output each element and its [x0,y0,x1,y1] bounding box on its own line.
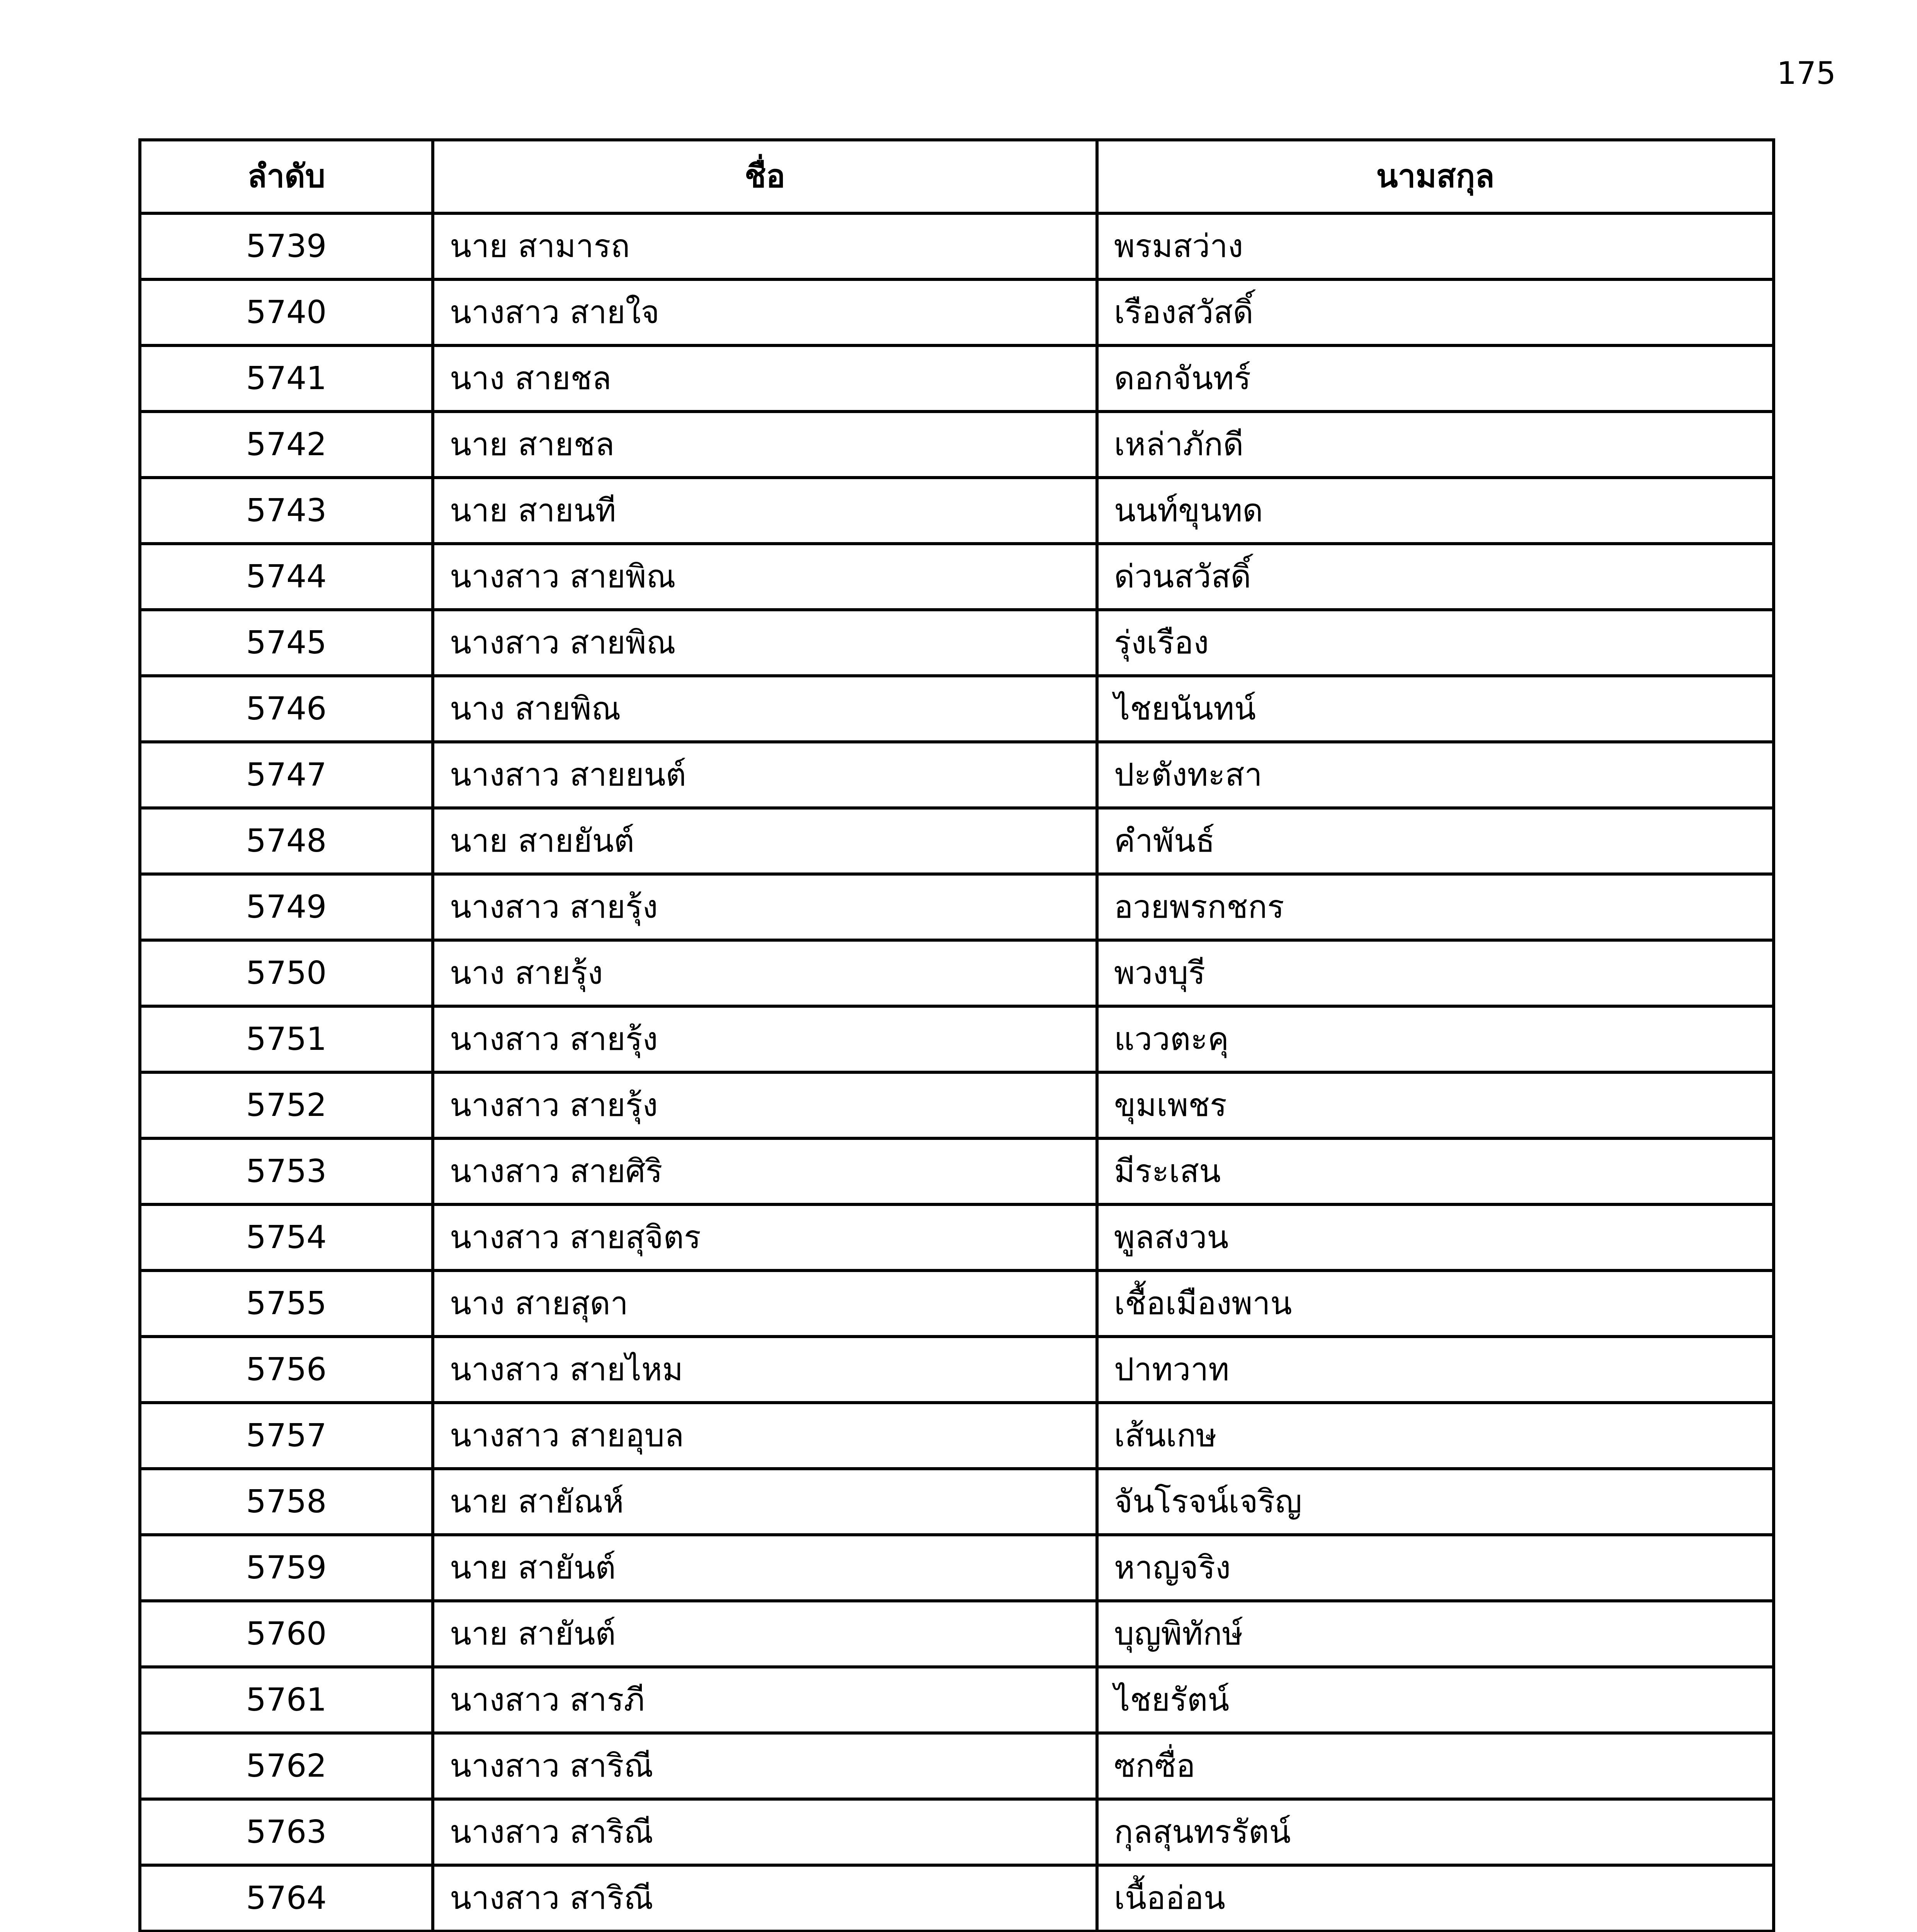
table-row [140,1601,1774,1667]
table-body [140,213,1774,1932]
seq-cell: 5761 [140,1667,433,1733]
seq-cell: 5748 [140,808,433,874]
name-cell: นางสาว สายใจ [433,279,1097,345]
name-cell: นางสาว สายไหม [433,1337,1097,1403]
name-cell: นางสาว สาริณี [433,1733,1097,1799]
table-row [140,808,1774,874]
name-cell: นางสาว สายศิริ [433,1138,1097,1204]
seq-cell: 5746 [140,676,433,742]
table-row [140,874,1774,940]
name-cell: นางสาว สายสุจิตร [433,1204,1097,1270]
seq-cell: 5742 [140,412,433,478]
table-row [140,1733,1774,1799]
name-list-table [138,138,1775,1932]
surname-cell: ดอกจันทร์ [1097,345,1774,412]
surname-cell: เรืองสวัสดิ์ [1097,279,1774,345]
name-cell: นาย สายชล [433,412,1097,478]
name-cell: นาง สายรุ้ง [433,940,1097,1006]
seq-cell: 5743 [140,478,433,544]
header-seq: ลำดับ [140,140,433,213]
table-row [140,1138,1774,1204]
surname-cell: เนื้ออ่อน [1097,1865,1774,1931]
table-row [140,1006,1774,1072]
surname-cell: พรมสว่าง [1097,213,1774,279]
seq-cell: 5755 [140,1270,433,1337]
name-cell: นางสาว สายรุ้ง [433,874,1097,940]
table-row [140,940,1774,1006]
table-row [140,1072,1774,1138]
name-cell: นาย สายันต์ [433,1601,1097,1667]
header-surname: นามสกุล [1097,140,1774,213]
name-cell: นาง สายสุดา [433,1270,1097,1337]
table-row [140,213,1774,279]
name-cell: นาย สายันต์ [433,1535,1097,1601]
table-row [140,1469,1774,1535]
table-row [140,345,1774,412]
name-cell: นาย สายนที [433,478,1097,544]
table-row [140,676,1774,742]
surname-cell: แววตะคุ [1097,1006,1774,1072]
seq-cell: 5744 [140,544,433,610]
surname-cell: ไชยรัตน์ [1097,1667,1774,1733]
table-row [140,1865,1774,1931]
table-row [140,478,1774,544]
seq-cell: 5764 [140,1865,433,1931]
table-row [140,279,1774,345]
seq-cell: 5749 [140,874,433,940]
name-cell: นางสาว สายพิณ [433,544,1097,610]
table-row [140,742,1774,808]
name-cell: นาง สายพิณ [433,676,1097,742]
surname-cell: เชื้อเมืองพาน [1097,1270,1774,1337]
seq-cell: 5762 [140,1733,433,1799]
surname-cell: อวยพรกชกร [1097,874,1774,940]
surname-cell: เหล่าภักดี [1097,412,1774,478]
table-row [140,1799,1774,1865]
surname-cell: ปาทวาท [1097,1337,1774,1403]
surname-cell: ซกซื่อ [1097,1733,1774,1799]
seq-cell: 5758 [140,1469,433,1535]
table-row [140,1204,1774,1270]
seq-cell: 5760 [140,1601,433,1667]
seq-cell: 5747 [140,742,433,808]
surname-cell: คำพันธ์ [1097,808,1774,874]
table-row [140,1337,1774,1403]
name-cell: นางสาว สาริณี [433,1865,1097,1931]
surname-cell: กุลสุนทรรัตน์ [1097,1799,1774,1865]
name-cell: นางสาว สารภี [433,1667,1097,1733]
seq-cell: 5741 [140,345,433,412]
name-cell: นาย สายยันต์ [433,808,1097,874]
table-row [140,412,1774,478]
surname-cell: นนท์ขุนทด [1097,478,1774,544]
seq-cell: 5754 [140,1204,433,1270]
seq-cell: 5751 [140,1006,433,1072]
surname-cell: จันโรจน์เจริญ [1097,1469,1774,1535]
surname-cell: ขุมเพชร [1097,1072,1774,1138]
name-cell: นางสาว สายยนต์ [433,742,1097,808]
seq-cell: 5756 [140,1337,433,1403]
seq-cell: 5759 [140,1535,433,1601]
surname-cell: พูลสงวน [1097,1204,1774,1270]
seq-cell: 5750 [140,940,433,1006]
table-row [140,610,1774,676]
table-row [140,1667,1774,1733]
name-cell: นาง สายชล [433,345,1097,412]
seq-cell: 5740 [140,279,433,345]
name-cell: นาย สามารถ [433,213,1097,279]
name-cell: นางสาว สายอุบล [433,1403,1097,1469]
table-row [140,544,1774,610]
name-cell: นางสาว สายรุ้ง [433,1006,1097,1072]
table-row [140,1270,1774,1337]
header-name: ชื่อ [433,140,1097,213]
seq-cell: 5753 [140,1138,433,1204]
name-cell: นางสาว สาริณี [433,1799,1097,1865]
page-number: 175 [1777,55,1836,91]
surname-cell: รุ่งเรือง [1097,610,1774,676]
seq-cell: 5752 [140,1072,433,1138]
surname-cell: ด่วนสวัสดิ์ [1097,544,1774,610]
table-header-row [140,140,1774,213]
surname-cell: ปะตังทะสา [1097,742,1774,808]
surname-cell: เส้นเกษ [1097,1403,1774,1469]
table-row [140,1535,1774,1601]
surname-cell: บุญพิทักษ์ [1097,1601,1774,1667]
seq-cell: 5763 [140,1799,433,1865]
seq-cell: 5745 [140,610,433,676]
table-row [140,1403,1774,1469]
name-cell: นางสาว สายรุ้ง [433,1072,1097,1138]
surname-cell: ไชยนันทน์ [1097,676,1774,742]
surname-cell: หาญจริง [1097,1535,1774,1601]
seq-cell: 5739 [140,213,433,279]
name-cell: นางสาว สายพิณ [433,610,1097,676]
name-cell: นาย สายัณห์ [433,1469,1097,1535]
surname-cell: พวงบุรี [1097,940,1774,1006]
seq-cell: 5757 [140,1403,433,1469]
surname-cell: มีระเสน [1097,1138,1774,1204]
